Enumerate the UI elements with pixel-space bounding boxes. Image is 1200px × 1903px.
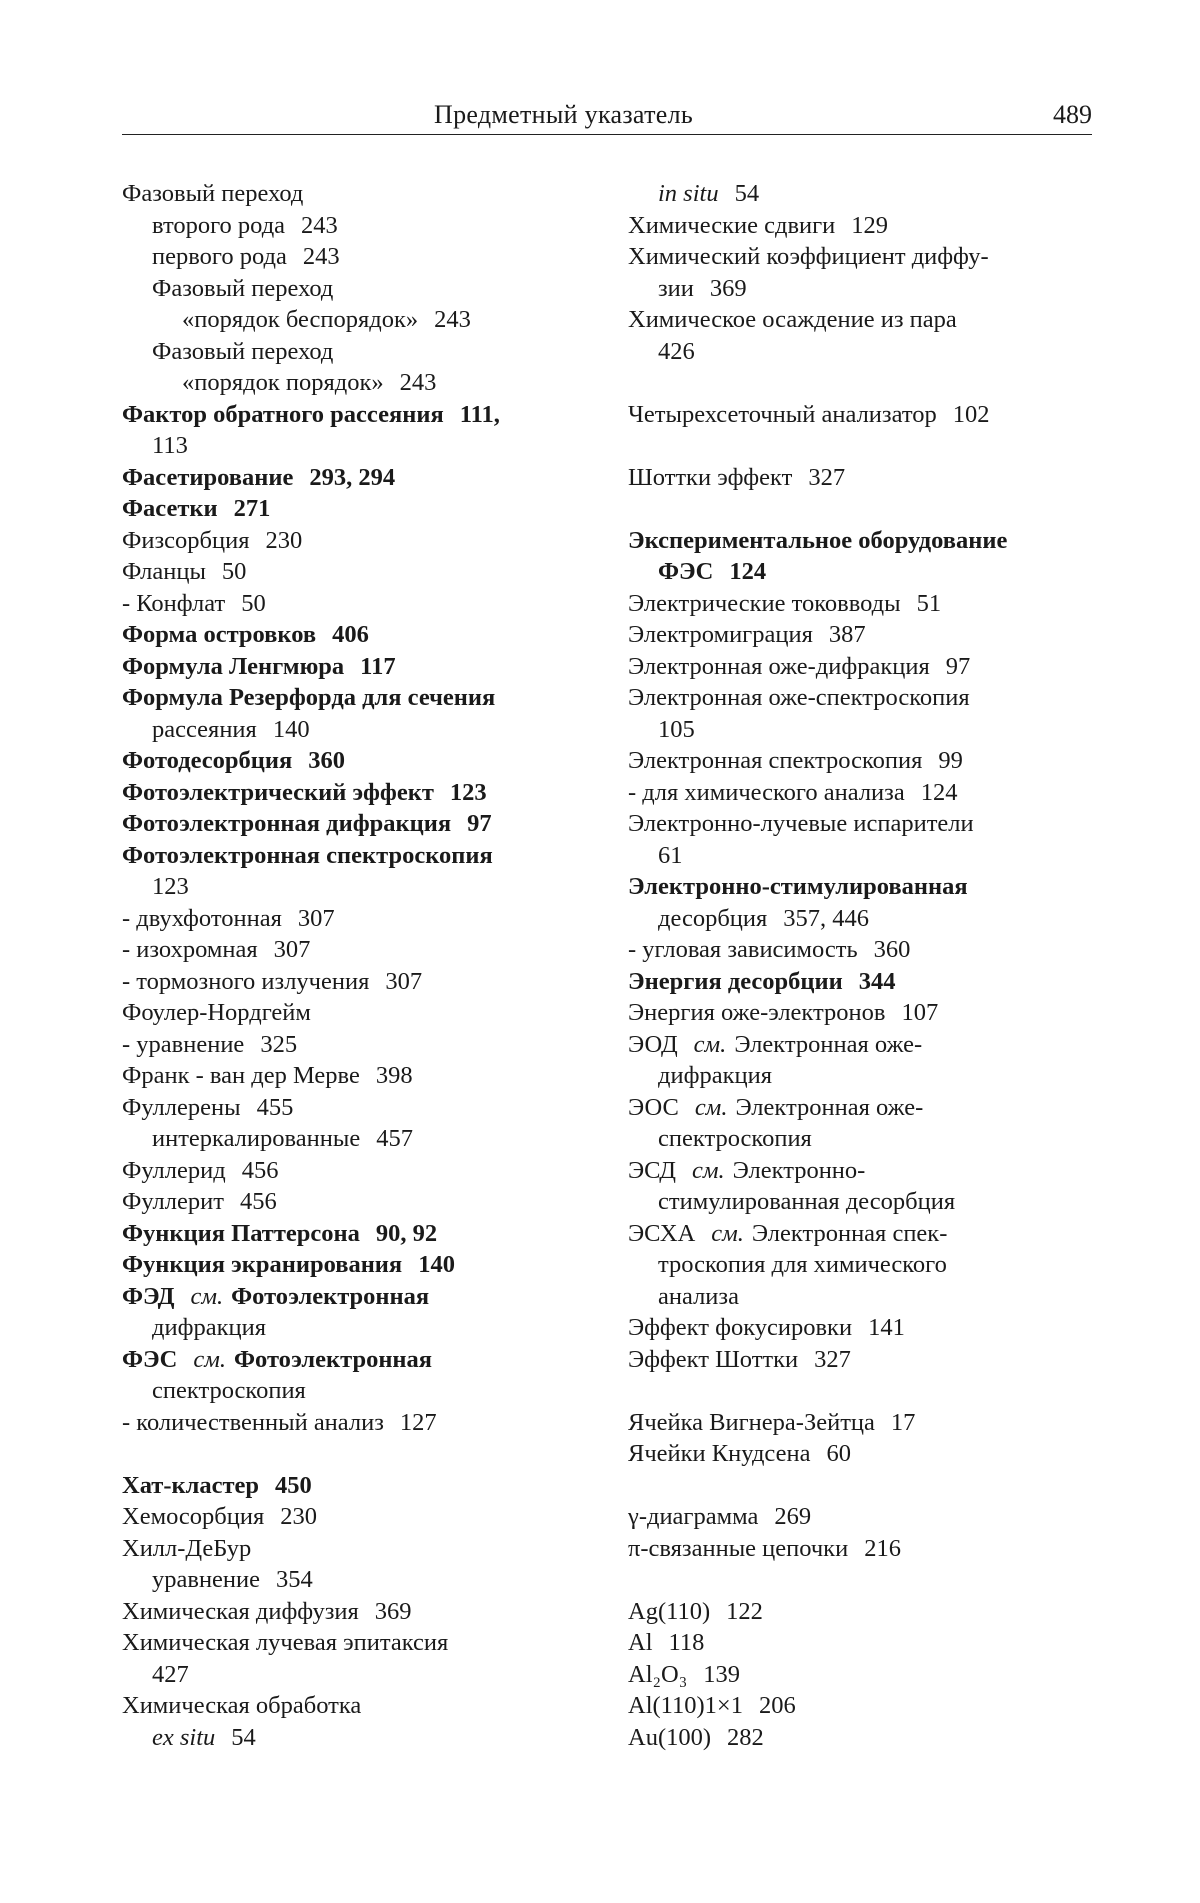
page-reference: 140 (272, 715, 310, 743)
index-entry (122, 1596, 582, 1628)
page-reference: 456 (241, 1156, 279, 1184)
index-term: Фотоэлектронная дифракция (122, 810, 452, 837)
index-term: Ячейка Вигнера-Зейтца (628, 1408, 875, 1436)
running-title: Предметный указатель (434, 100, 694, 129)
index-entry (628, 178, 1098, 210)
index-term: Фактор обратного рассеяния (122, 400, 444, 428)
index-term: 123 (152, 873, 189, 900)
index-term: стимулированная десорбция (658, 1188, 956, 1215)
index-term: Формула Ленгмюра (122, 652, 345, 680)
page-reference: 354 (276, 1566, 313, 1593)
page-reference: 51 (916, 589, 942, 617)
index-entry (122, 336, 582, 368)
index-term: уравнение (152, 1566, 261, 1593)
index-term: десорбция (658, 904, 768, 932)
index-term: 426 (658, 337, 695, 365)
index-term: дифракция (658, 1062, 772, 1089)
page-reference: 282 (727, 1723, 764, 1751)
index-term: - Конфлат (122, 589, 226, 617)
index-entry (122, 1249, 582, 1281)
page-reference: 243 (302, 243, 340, 270)
index-term: Франк - ван дер Мерве (122, 1062, 360, 1089)
see-reference: см. (693, 1030, 727, 1058)
index-entry (628, 1344, 1098, 1376)
header-rule (122, 134, 1092, 135)
index-entry (628, 777, 1098, 809)
index-entry (628, 714, 1098, 746)
page-reference: 140 (418, 1251, 455, 1278)
index-entry (628, 1722, 1098, 1754)
index-term: Химическое осаждение из пара (628, 306, 957, 333)
index-term: - для химического анализа (628, 778, 905, 806)
index-term: Химическая обработка (122, 1692, 362, 1719)
index-entry (122, 430, 582, 462)
page-reference: 216 (864, 1534, 901, 1562)
page-reference: 398 (375, 1062, 413, 1089)
index-entry (122, 745, 582, 777)
index-entry (628, 304, 1098, 336)
index-entry (628, 1092, 1098, 1124)
see-target: Фотоэлектронная (231, 1282, 430, 1310)
index-term: Фазовый переход (122, 180, 304, 207)
index-entry (122, 1375, 582, 1407)
page-reference: 50 (221, 558, 247, 585)
index-entry (628, 1407, 1098, 1439)
page-reference: 127 (399, 1408, 437, 1436)
index-term: Фотоэлектронная спектроскопия (122, 841, 493, 869)
page-reference: 327 (808, 463, 846, 491)
index-entry (628, 1155, 1098, 1187)
index-entry (122, 777, 582, 809)
page-reference: 243 (399, 369, 437, 396)
index-term: Электронная оже-дифракция (628, 652, 930, 680)
index-term: 105 (658, 715, 695, 743)
index-term: Фасетирование (122, 463, 294, 491)
index-term: Фазовый переход (152, 274, 334, 302)
index-term: Электрические токовводы (628, 589, 901, 617)
page-reference: 307 (273, 936, 311, 963)
index-entry (122, 619, 582, 651)
index-entry (122, 714, 582, 746)
index-term: ФЭС (658, 558, 714, 585)
index-term: спектроскопия (152, 1377, 306, 1404)
index-entry (628, 840, 1098, 872)
page-reference: 124 (729, 558, 767, 585)
index-term: первого рода (152, 243, 287, 270)
index-term: Фланцы (122, 558, 206, 585)
index-term: троскопия для химического (658, 1251, 947, 1278)
index-entry (122, 367, 582, 399)
index-term: Формула Резерфорда для сечения (122, 684, 496, 711)
page-header (122, 98, 1092, 138)
index-entry (122, 462, 582, 494)
index-term: Хилл-ДеБур (122, 1534, 252, 1562)
index-term: π-связанные цепочки (628, 1534, 849, 1562)
page-reference: 141 (868, 1314, 905, 1341)
index-entry (628, 1690, 1098, 1722)
index-term: Химическая лучевая эпитаксия (122, 1629, 449, 1656)
page-reference: 122 (726, 1597, 763, 1625)
index-entry (122, 1627, 582, 1659)
index-entry (628, 336, 1098, 368)
index-term: Хемосорбция (122, 1503, 265, 1530)
page-reference: 271 (233, 495, 271, 522)
page-reference: 111, (459, 400, 500, 428)
index-entry (122, 1123, 582, 1155)
index-entry (122, 1218, 582, 1250)
index-term: - двухфотонная (122, 904, 282, 932)
section-gap (628, 1470, 1098, 1502)
index-term: ФЭД (122, 1282, 175, 1310)
index-entry (122, 210, 582, 242)
page-reference: 123 (449, 778, 487, 806)
index-entry (628, 210, 1098, 242)
index-entry (122, 588, 582, 620)
index-entry (628, 1501, 1098, 1533)
index-entry (122, 1690, 582, 1722)
page-reference: 243 (434, 306, 471, 333)
index-entry (122, 651, 582, 683)
index-term: Фуллерит (122, 1188, 224, 1215)
page-reference: 360 (873, 936, 911, 963)
index-entry (628, 1186, 1098, 1218)
index-term: - количественный анализ (122, 1408, 384, 1436)
index-term: Экспериментальное оборудование (628, 526, 1008, 554)
page-reference: 369 (374, 1597, 412, 1625)
see-reference: см. (711, 1219, 744, 1247)
page-reference: 206 (758, 1692, 796, 1719)
index-entry (122, 1407, 582, 1439)
index-entry (122, 1186, 582, 1218)
index-entry (628, 651, 1098, 683)
index-entry (122, 1470, 582, 1502)
page-reference: 139 (703, 1660, 741, 1688)
index-term: ЭСД (628, 1156, 677, 1184)
index-entry (628, 1029, 1098, 1061)
index-entry (628, 997, 1098, 1029)
page-reference: 369 (709, 274, 747, 302)
index-term: Функция Паттерсона (122, 1219, 360, 1247)
index-column-left (122, 178, 582, 1753)
page-number: 489 (1053, 100, 1092, 129)
index-term: in situ (658, 180, 719, 207)
index-term: ex situ (152, 1723, 216, 1751)
index-entry (628, 273, 1098, 305)
index-entry (122, 1722, 582, 1754)
index-entry (628, 1533, 1098, 1565)
index-term: Фуллерены (122, 1093, 241, 1121)
index-entry (628, 1312, 1098, 1344)
index-term: - уравнение (122, 1030, 245, 1058)
index-term: Фуллерид (122, 1156, 226, 1184)
page-reference: 102 (952, 400, 990, 428)
index-entry (122, 556, 582, 588)
index-entry (628, 966, 1098, 998)
see-target: Фотоэлектронная (234, 1345, 433, 1373)
page-reference: 307 (297, 904, 335, 932)
index-term: Фазовый переход (152, 337, 334, 365)
page-reference: 344 (858, 967, 896, 995)
index-term: Фасетки (122, 495, 218, 522)
section-gap (628, 430, 1098, 462)
index-entry (122, 1281, 582, 1313)
index-entry (628, 745, 1098, 777)
index-entry (122, 273, 582, 305)
index-entry (122, 1092, 582, 1124)
index-term: Фотодесорбция (122, 747, 293, 774)
index-term: Функция экранирования (122, 1251, 403, 1278)
index-term: Химические сдвиги (628, 211, 836, 239)
page-reference: 17 (890, 1408, 916, 1436)
page-reference: 118 (668, 1629, 705, 1656)
index-term: Al (628, 1629, 653, 1656)
page-reference: 360 (308, 747, 346, 774)
index-entry (122, 1029, 582, 1061)
index-entry (628, 1123, 1098, 1155)
index-entry (122, 493, 582, 525)
index-term: Электронная оже-спектроскопия (628, 684, 970, 711)
index-term: 113 (152, 432, 188, 459)
index-term: 61 (658, 841, 683, 869)
index-term: Al₂O₃ (628, 1660, 688, 1688)
index-term: Ячейки Кнудсена (628, 1440, 811, 1467)
page-reference: 97 (945, 652, 971, 680)
index-column-right (628, 178, 1098, 1753)
index-term: Электронно-лучевые испарители (628, 810, 974, 837)
index-entry (628, 1249, 1098, 1281)
index-entry (628, 903, 1098, 935)
index-term: Ag(110) (628, 1597, 711, 1625)
index-term: Химический коэффициент диффу- (628, 243, 989, 270)
index-entry (122, 903, 582, 935)
page-reference: 387 (828, 621, 866, 648)
index-entry (122, 241, 582, 273)
index-term: анализа (658, 1282, 739, 1310)
index-entry (122, 1312, 582, 1344)
index-entry (122, 399, 582, 431)
see-target: Электронно- (732, 1156, 866, 1184)
index-term: Фоулер-Нордгейм (122, 999, 311, 1026)
page-reference: 327 (814, 1345, 851, 1373)
section-gap (628, 367, 1098, 399)
index-entry (628, 1218, 1098, 1250)
index-entry (628, 619, 1098, 651)
see-reference: см. (190, 1282, 224, 1310)
index-entry (628, 1596, 1098, 1628)
index-entry (122, 304, 582, 336)
see-reference: см. (692, 1156, 725, 1184)
index-term: - тормозного излучения (122, 967, 370, 995)
index-term: ЭОС (628, 1093, 679, 1121)
page-reference: 457 (376, 1125, 413, 1152)
index-term: Электронная спектроскопия (628, 747, 923, 774)
index-entry (628, 1659, 1098, 1691)
index-term: Al(110)1×1 (628, 1692, 743, 1719)
page-reference: 293, 294 (309, 463, 396, 491)
index-entry (122, 1344, 582, 1376)
page-reference: 129 (851, 211, 889, 239)
page-reference: 230 (265, 526, 303, 554)
index-entry (122, 1533, 582, 1565)
page-reference: 117 (360, 652, 396, 680)
see-reference: см. (193, 1345, 226, 1373)
page-reference: 325 (260, 1030, 298, 1058)
page-reference: 90, 92 (375, 1219, 438, 1247)
index-entry (122, 1155, 582, 1187)
index-entry (122, 808, 582, 840)
index-entry (122, 525, 582, 557)
page-reference: 60 (826, 1440, 851, 1467)
index-term: Четырехсеточный анализатор (628, 400, 937, 428)
index-entry (628, 1438, 1098, 1470)
index-entry (628, 1627, 1098, 1659)
page-reference: 54 (231, 1723, 256, 1751)
index-term: Au(100) (628, 1723, 712, 1751)
page-reference: 406 (332, 621, 369, 648)
page-reference: 230 (280, 1503, 318, 1530)
section-gap (628, 493, 1098, 525)
index-entry (628, 588, 1098, 620)
index-term: Химическая диффузия (122, 1597, 359, 1625)
index-term: Шоттки эффект (628, 463, 793, 491)
index-term: - изохромная (122, 936, 258, 963)
index-term: Эффект Шоттки (628, 1345, 799, 1373)
index-term: ФЭС (122, 1345, 178, 1373)
index-term: зии (658, 274, 694, 302)
see-target: Электронная оже- (734, 1030, 923, 1058)
index-entry (122, 1060, 582, 1092)
section-gap (628, 1564, 1098, 1596)
index-entry (628, 241, 1098, 273)
index-term: Форма островков (122, 621, 317, 648)
index-term: «порядок порядок» (182, 369, 384, 396)
index-entry (122, 840, 582, 872)
index-term: спектроскопия (658, 1125, 812, 1152)
page-reference: 307 (385, 967, 423, 995)
page-reference: 107 (901, 999, 939, 1026)
index-entry (628, 1281, 1098, 1313)
page-reference: 269 (774, 1503, 812, 1530)
index-entry (122, 178, 582, 210)
page-reference: 50 (241, 589, 266, 617)
index-entry (628, 399, 1098, 431)
page-reference: 243 (301, 211, 338, 239)
index-term: Хат-кластер (122, 1471, 260, 1499)
index-entry (122, 934, 582, 966)
index-entry (122, 1659, 582, 1691)
see-target: Электронная оже- (735, 1093, 924, 1121)
index-entry (122, 1564, 582, 1596)
index-entry (628, 934, 1098, 966)
see-reference: см. (694, 1093, 728, 1121)
page-reference: 357, 446 (783, 904, 870, 932)
index-term: рассеяния (152, 715, 257, 743)
section-gap (628, 1375, 1098, 1407)
index-entry (628, 462, 1098, 494)
index-term: второго рода (152, 211, 286, 239)
index-entry (628, 556, 1098, 588)
index-entry (122, 682, 582, 714)
index-entry (628, 682, 1098, 714)
index-term: γ-диаграмма (628, 1503, 759, 1530)
index-term: Электромиграция (628, 621, 813, 648)
page-reference: 455 (256, 1093, 294, 1121)
index-entry (628, 871, 1098, 903)
index-entry (122, 997, 582, 1029)
index-term: - угловая зависимость (628, 936, 858, 963)
index-term: интеркалированные (152, 1125, 361, 1152)
page-reference: 54 (734, 180, 760, 207)
index-term: ЭОД (628, 1030, 678, 1058)
index-term: дифракция (152, 1314, 266, 1341)
index-term: 427 (152, 1660, 189, 1688)
page-reference: 456 (239, 1188, 277, 1215)
index-term: ЭСХА (628, 1219, 696, 1247)
index-term: «порядок беспорядок» (182, 306, 419, 333)
index-entry (628, 525, 1098, 557)
index-term: Физсорбция (122, 526, 250, 554)
page-reference: 124 (920, 778, 958, 806)
page-reference: 97 (467, 810, 492, 837)
page-reference: 99 (938, 747, 963, 774)
index-term: Эффект фокусировки (628, 1314, 853, 1341)
see-target: Электронная спек- (751, 1219, 948, 1247)
index-term: Энергия десорбции (628, 967, 843, 995)
index-entry (122, 871, 582, 903)
index-entry (628, 808, 1098, 840)
index-term: Фотоэлектрический эффект (122, 778, 434, 806)
index-term: Электронно-стимулированная (628, 873, 968, 900)
section-gap (122, 1438, 582, 1470)
index-entry (122, 1501, 582, 1533)
index-term: Энергия оже-электронов (628, 999, 886, 1026)
index-entry (628, 1060, 1098, 1092)
page-reference: 450 (275, 1471, 312, 1499)
index-entry (122, 966, 582, 998)
